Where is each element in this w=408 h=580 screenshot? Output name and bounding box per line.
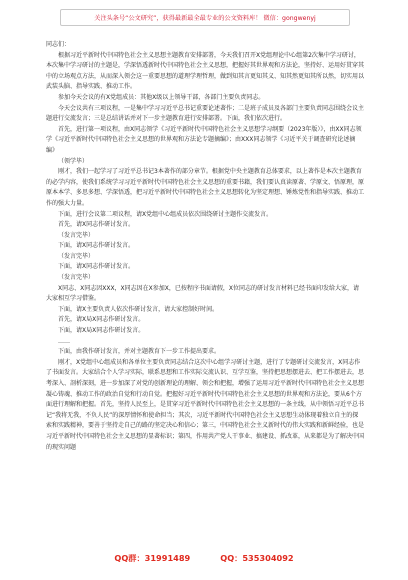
paragraph: 今天会议共有三项议程，一是集中学习习近平总书记重要论述著作；二是班子成员及各部门主要负责同志围绕会议主题进行交流发言；三是总结讲话并对下一步主题教育进行安排部署。下面，我们依次进行。 [46, 104, 365, 123]
paragraph: …… [58, 337, 70, 345]
paragraph: （发言完毕） [58, 252, 95, 260]
paragraph: 下面，请X局X同志作研讨发言。 [58, 327, 145, 335]
paragraph: 下面，进行会议第二项议程，请X党组中心组成员依次围绕研讨主题作交流发言。 [58, 210, 273, 218]
document-body [46, 40, 364, 453]
greeting: 同志们： [46, 41, 71, 48]
paragraph: 刚才，X党组中心组成员和各单位主要负责同志结合这次中心组学习研讨主题，进行了专题研讨交流发言，X同志作了书面发言。大家结合个人学习实际，联系思想和工作实际交流认识、互学互鉴，坚持把思想摆进去、把工作摆进去，思考深入、剖析深刻，进一步加深了对党的创新理论的理解、领会和把握，增强了运用习近平新时代中国特色社会主义思想凝心铸魂、推动工作的政治自觉和行动自觉。把握好习近平新时代中国特色社会主义思想的世界观和方法论，要从6个方面进行理解和把握。首先，坚持人民至上，是贯穿习近平新时代中国特色社会主义思想的一条主线，从中领悟习近平总书记“我将无我，不负人民”的深厚情怀和使命担当；其次，习近平新时代中国特色社会主义思想生动体现着独立自主的探索和实践精神，要善于坚持走自己的路的坚定决心和信心；第三，中国特色社会主义新时代的伟大实践和新鲜经验，也是习近平新时代中国特色社会主义思想的显著标识；第四，作用共产党人干事业、搞建设、抓改革，从来都是为了解决中国的现实问题 [46, 358, 365, 451]
contact-footer [0, 550, 408, 566]
paragraph: 首先，进行第一项议程，由X同志领学《习近平新时代中国特色社会主义思想学习纲要（2023年版）》，由XX同志领学《习近平新时代中国特色社会主义思想的世界观和方法论专题摘编》；由XXX同志领学《习近平关于调查研究论述摘编》 [46, 125, 362, 154]
paragraph: 下面，请X同志作研讨发言。 [58, 263, 135, 271]
paragraph: 下面，由我作研讨发言，并对主题教育下一步工作提出要求。 [58, 348, 221, 356]
paragraph: 下面，请X主要负责人依次作研讨发言，请大家控制好时间。 [58, 305, 219, 313]
paragraph: X同志、X同志因XXX，X同志因在X参加X，已按程序书面请假，X位同志的研讨发言材料已经书面印发给大家，请大家相互学习借鉴。 [46, 284, 359, 303]
paragraph: 首先，请X同志作研讨发言。 [58, 221, 135, 229]
qq-group-text: QQ群：31991489 [114, 552, 191, 563]
paragraph: 首先，请X局X同志作研讨发言。 [58, 316, 145, 324]
paragraph: 刚才，我们一起学习了习近平总书记3本著作的部分章节。根据党中央主题教育总体要求，以上著作是本次主题教育的必学内容，使我们系统学习习近平新时代中国特色社会主义思想的重要书籍，我们要认真读原著、学原文、悟原理，原原本本学、多思多想、学深悟透，把习近平新时代中国特色社会主义思想转化为坚定理想、锤炼党性和指导实践、推动工作的强大力量。 [46, 168, 365, 207]
paragraph: （发言完毕） [58, 274, 95, 282]
promo-banner: 关注头条号“公文研究”，获得最新最全最专业的公文资料库！ 微信：gongwenyj [60, 9, 350, 26]
qq-text: QQ：535304092 [220, 552, 294, 563]
paragraph: 下面，请X同志作研讨发言。 [58, 242, 135, 250]
paragraph: （发言完毕） [58, 231, 95, 239]
paragraph: （领学毕） [58, 157, 89, 165]
paragraph: 根据习近平新时代中国特色社会主义思想主题教育安排部署，今天我们召开X党组理论中心组第2次集中学习研讨，本次集中学习研讨的主题是，学深悟透新时代中国特色社会主义思想，把握好其世界观和方法论，坚持好、运用好贯穿其中的立场观点方法，从而深入领会这一重要思想的道理学理哲理，做到知其言更知其义、知其然更知其所以然，切实用以武装头脑、指导实践、推动工作。 [46, 51, 365, 91]
paragraph: 参加今天会议的有X党组成员：其他X级以上领导干部，各部门主要负责同志。 [58, 93, 265, 101]
